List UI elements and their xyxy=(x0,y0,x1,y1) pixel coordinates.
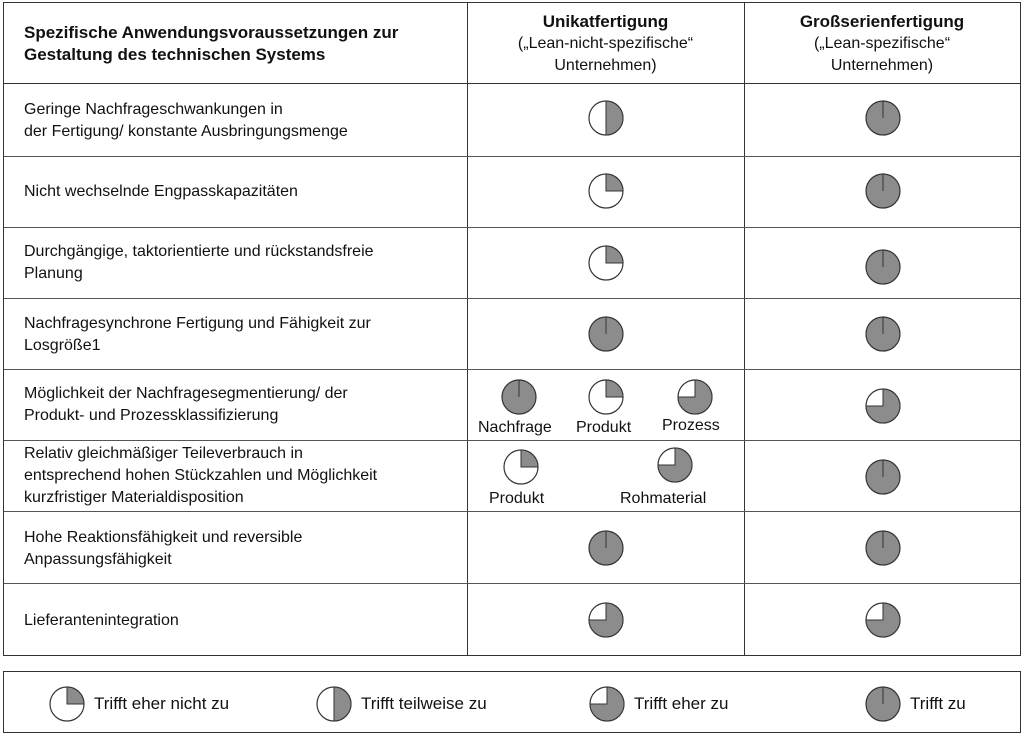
harvey-ball-half-icon xyxy=(315,685,353,723)
criteria-header: Spezifische Anwendungsvoraussetzungen zur Gestaltung des technischen Systems xyxy=(24,23,399,64)
harvey-ball-icon xyxy=(864,99,902,137)
harvey-ball-icon xyxy=(587,244,625,282)
harvey-ball-icon xyxy=(587,172,625,210)
criterion-label: Lieferantenintegration xyxy=(24,612,179,629)
legend-label: Trifft eher nicht zu xyxy=(94,694,230,713)
legend-label: Trifft zu xyxy=(910,694,966,713)
harvey-ball-icon xyxy=(502,448,540,486)
criterion-label: Hohe Reaktionsfähigkeit und reversible Anpassungsfähigkeit xyxy=(24,529,303,568)
legend-item xyxy=(315,685,487,723)
row-divider xyxy=(4,227,1020,228)
column-divider-2 xyxy=(744,3,745,655)
legend-item xyxy=(864,685,966,723)
harvey-ball-icon xyxy=(864,248,902,286)
harvey-ball-icon xyxy=(656,446,694,484)
legend-item xyxy=(48,685,229,723)
column-title-unikat: Unikatfertigung xyxy=(542,12,669,31)
harvey-ball-icon xyxy=(587,601,625,639)
harvey-ball-icon xyxy=(864,315,902,353)
criterion-label: Möglichkeit der Nachfragesegmentierung/ der Produkt- und Prozessklassifizierung xyxy=(24,385,348,424)
legend-label: Trifft eher zu xyxy=(634,694,729,713)
harvey-ball-icon xyxy=(864,387,902,425)
row-divider xyxy=(4,511,1020,512)
header-divider xyxy=(4,83,1020,84)
column-header-grossserie xyxy=(744,11,1020,77)
harvey-ball-icon xyxy=(864,458,902,496)
harvey-ball-icon xyxy=(587,378,625,416)
assessment-table xyxy=(3,2,1021,656)
criterion-label: Nicht wechselnde Engpasskapazitäten xyxy=(24,183,298,200)
criterion-label: Geringe Nachfrageschwankungen in der Fertigung/ konstante Ausbringungsmenge xyxy=(24,101,348,140)
harvey-ball-full-icon xyxy=(864,685,902,723)
legend xyxy=(3,671,1021,733)
column-subtitle-unikat: („Lean-nicht-spezifische“ Unternehmen) xyxy=(517,35,694,74)
sub-label: Prozess xyxy=(662,417,720,434)
harvey-ball-icon xyxy=(864,172,902,210)
legend-item xyxy=(588,685,728,723)
harvey-ball-icon xyxy=(500,378,538,416)
harvey-ball-icon xyxy=(587,315,625,353)
column-header-unikat xyxy=(467,11,744,77)
sub-label: Produkt xyxy=(489,490,545,507)
harvey-ball-icon xyxy=(676,378,714,416)
row-divider xyxy=(4,440,1020,441)
row-divider xyxy=(4,156,1020,157)
sub-label: Nachfrage xyxy=(478,419,552,436)
row-divider xyxy=(4,583,1020,584)
harvey-ball-icon xyxy=(587,99,625,137)
row-divider xyxy=(4,298,1020,299)
criterion-label: Nachfragesynchrone Fertigung und Fähigkeit zur Losgröße1 xyxy=(24,315,371,354)
criterion-label: Durchgängige, taktorientierte und rückstandsfreie Planung xyxy=(24,243,374,282)
criterion-label: Relativ gleichmäßiger Teileverbrauch in entsprechend hohen Stückzahlen und Möglichkeit kurzfristiger Materialdisposition xyxy=(24,445,378,506)
legend-label: Trifft teilweise zu xyxy=(361,694,487,713)
harvey-ball-quarter-icon xyxy=(48,685,86,723)
column-divider-1 xyxy=(467,3,468,655)
column-title-grossserie: Großserienfertigung xyxy=(799,12,965,31)
harvey-ball-icon xyxy=(864,601,902,639)
row-divider xyxy=(4,369,1020,370)
harvey-ball-icon xyxy=(587,529,625,567)
harvey-ball-three-quarter-icon xyxy=(588,685,626,723)
sub-label: Produkt xyxy=(576,419,632,436)
column-subtitle-grossserie: („Lean-spezifische“ Unternehmen) xyxy=(813,35,951,74)
sub-label: Rohmaterial xyxy=(620,490,707,507)
harvey-ball-icon xyxy=(864,529,902,567)
